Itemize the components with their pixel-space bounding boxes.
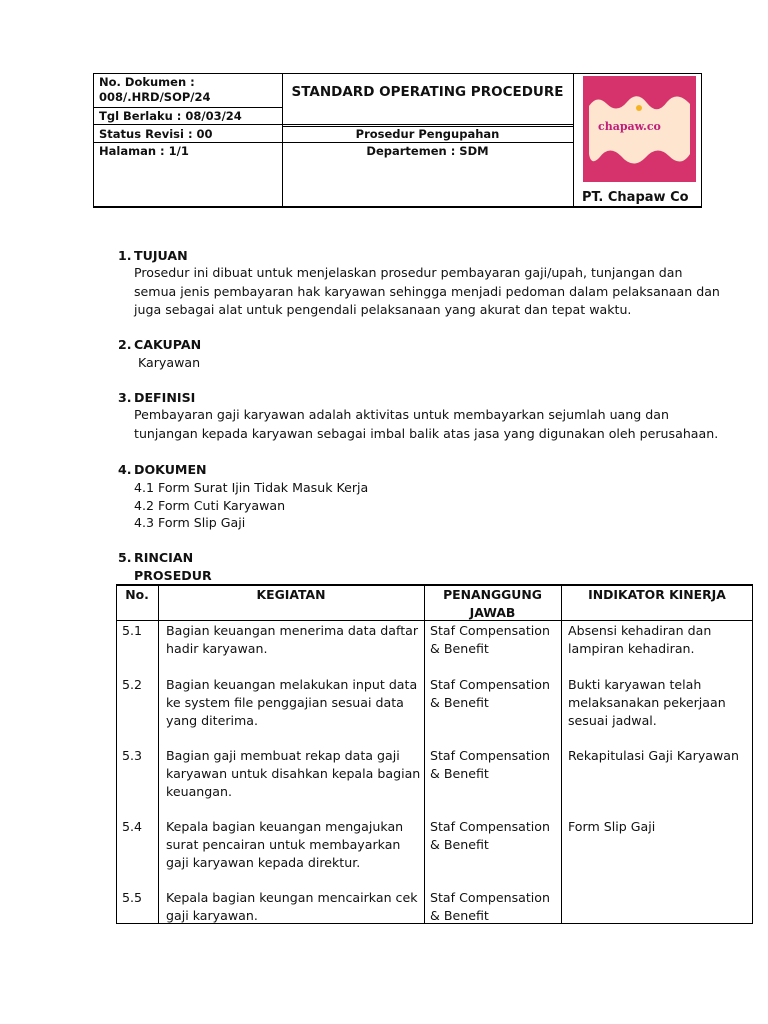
document-title: STANDARD OPERATING PROCEDURE (291, 84, 564, 100)
doc-number: No. Dokumen : 008/.HRD/SOP/24 (99, 75, 211, 104)
row-kegiatan: Kepala bagian keungan mencairkan cek gaji karyawan. (166, 890, 418, 923)
row-number: 5.2 (122, 677, 143, 692)
revision-status: Status Revisi : 00 (99, 127, 213, 141)
row-indikator: Absensi kehadiran dan lampiran kehadiran. (568, 623, 712, 656)
tujuan-text: Prosedur ini dibuat untuk menjelaskan prosedur pembayaran gaji/upah, tunjangan dan semua jenis pembayaran hak karyawan sehingga menjadi pedoman dalam pelaksanaan dan juga sebagai alat untuk pengendali pelaksanaan yang akurat dan tepat waktu. (134, 265, 720, 317)
procedure-name: Prosedur Pengupahan (355, 127, 500, 141)
row-indikator: Rekapitulasi Gaji Karyawan (568, 748, 739, 763)
cakupan-text: Karyawan (138, 355, 201, 370)
list-item: 4.1 Form Surat Ijin Tidak Masuk Kerja (134, 480, 369, 495)
logo-text: chapaw.co (598, 120, 661, 133)
table-divider (561, 584, 562, 924)
section-title: CAKUPAN (134, 337, 202, 352)
header-rule (93, 142, 573, 143)
section-number: 5. (118, 550, 132, 565)
row-pj: Staf Compensation & Benefit (430, 748, 550, 781)
column-header-indikator: INDIKATOR KINERJA (588, 587, 726, 602)
row-indikator: Bukti karyawan telah melaksanakan pekerjaan sesuai jadwal. (568, 677, 726, 728)
section-number: 4. (118, 462, 132, 477)
section-number: 1. (118, 248, 132, 263)
row-number: 5.4 (122, 819, 143, 834)
column-header-pj: PENANGGUNG JAWAB (443, 587, 542, 620)
row-kegiatan: Bagian keuangan melakukan input data ke system file penggajian sesuai data yang diterima. (166, 677, 418, 728)
section-number: 3. (118, 390, 132, 405)
column-header-no: No. (125, 587, 149, 602)
row-number: 5.1 (122, 623, 143, 638)
list-item: 4.3 Form Slip Gaji (134, 515, 246, 530)
definisi-text: Pembayaran gaji karyawan adalah aktivitas untuk membayarkan sejumlah uang dan tunjangan kepada karyawan sebagai imbal balik atas jasa yang digunakan oleh perusahaan. (134, 407, 719, 441)
department: Departemen : SDM (366, 144, 489, 158)
section-number: 2. (118, 337, 132, 352)
effective-date: Tgl Berlaku : 08/03/24 (99, 109, 242, 123)
section-title: TUJUAN (134, 248, 188, 263)
row-kegiatan: Bagian gaji membuat rekap data gaji karyawan untuk disahkan kepala bagian keuangan. (166, 748, 421, 799)
dokumen-list (134, 479, 734, 532)
list-item: 4.2 Form Cuti Karyawan (134, 497, 286, 513)
row-kegiatan: Kepala bagian keuangan mengajukan surat pencairan untuk membayarkan gaji karyawan kepada direktur. (166, 819, 404, 870)
header-rule (93, 107, 283, 108)
row-pj: Staf Compensation & Benefit (430, 890, 550, 923)
section-title: DOKUMEN (134, 462, 207, 477)
page-number: Halaman : 1/1 (99, 144, 189, 158)
header-divider (573, 73, 574, 207)
column-header-kegiatan: KEGIATAN (256, 587, 326, 602)
row-number: 5.5 (122, 890, 143, 905)
table-divider (424, 584, 425, 924)
header-rule (93, 124, 573, 125)
table-divider (158, 584, 159, 924)
row-indikator: Form Slip Gaji (568, 819, 656, 834)
row-pj: Staf Compensation & Benefit (430, 677, 550, 710)
row-kegiatan: Bagian keuangan menerima data daftar hadir karyawan. (166, 623, 419, 656)
company-name: PT. Chapaw Co (582, 190, 689, 205)
row-pj: Staf Compensation & Benefit (430, 819, 550, 852)
row-pj: Staf Compensation & Benefit (430, 623, 550, 656)
row-number: 5.3 (122, 748, 143, 763)
section-title: RINCIAN PROSEDUR (134, 550, 212, 583)
section-title: DEFINISI (134, 390, 196, 405)
